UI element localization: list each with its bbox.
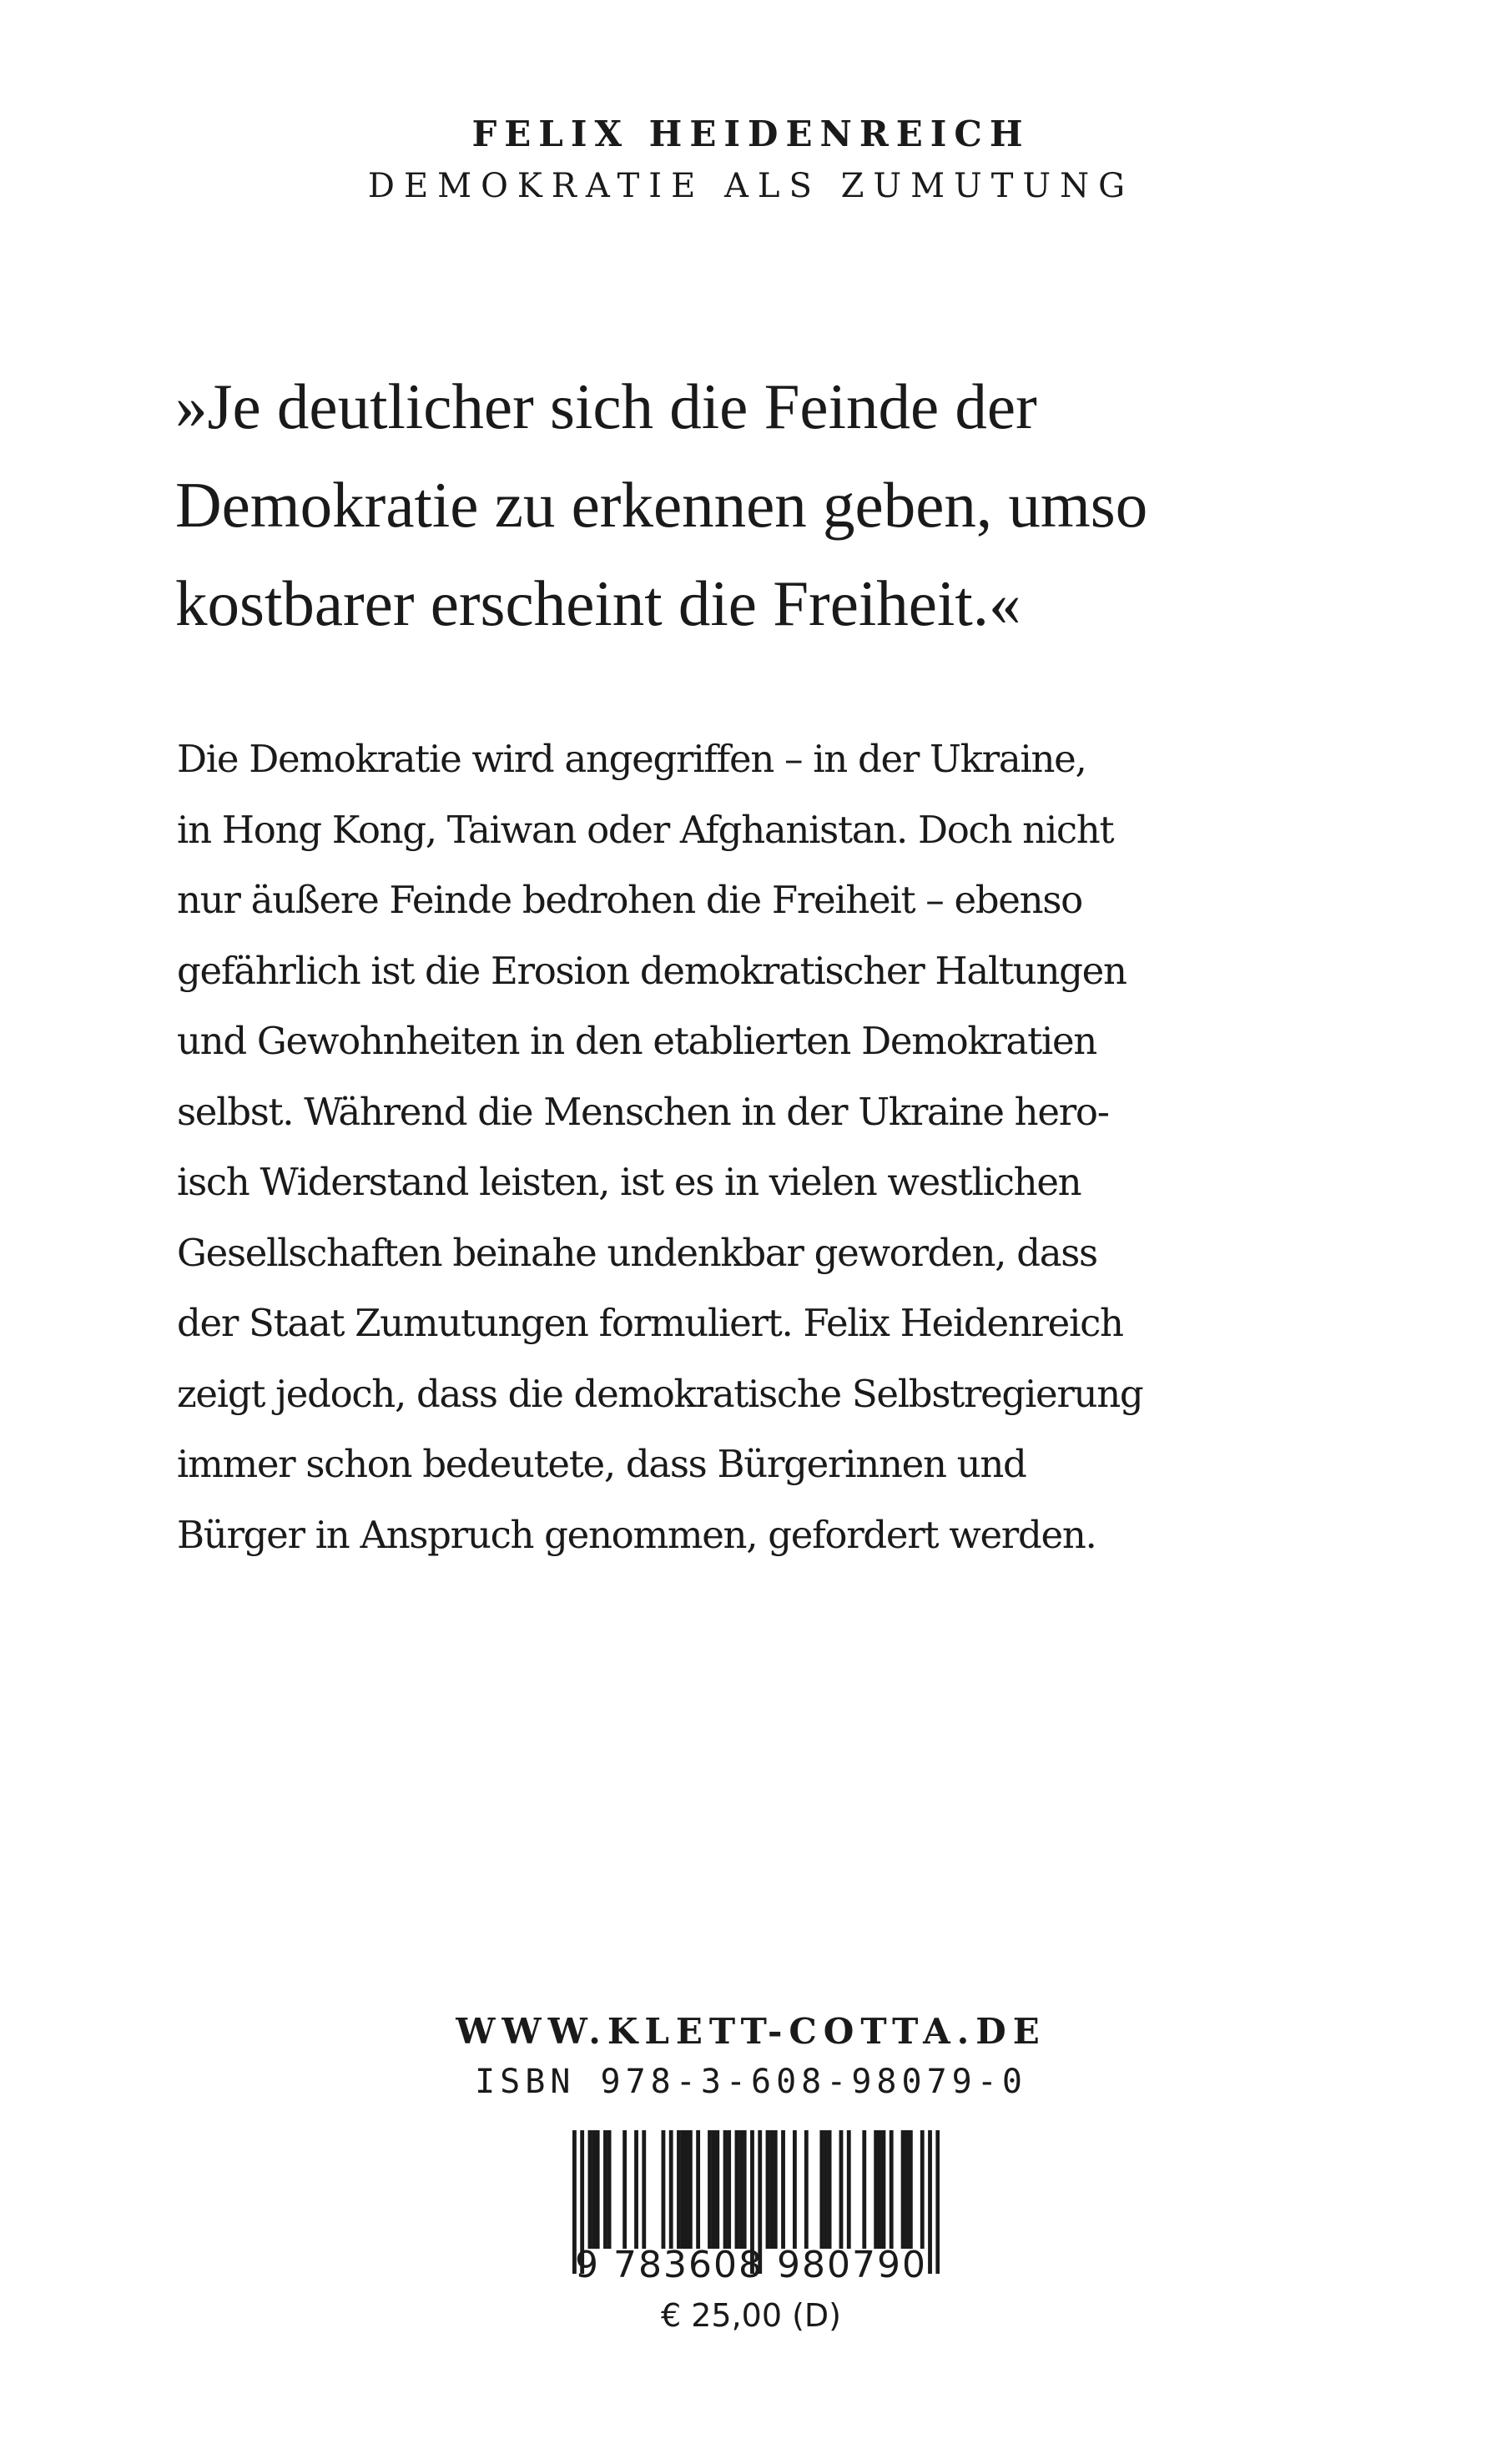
blurb-line: Gesellschaften beinahe undenkbar geworden, dass (177, 1230, 1097, 1275)
barcode-bar (596, 2130, 600, 2249)
isbn-label: ISBN 978-3-608-98079-0 (475, 2063, 1027, 2101)
barcode-bar (677, 2130, 681, 2249)
price-label: € 25,00 (D) (660, 2297, 842, 2334)
barcode-bar (804, 2130, 809, 2249)
barcode-bar (781, 2130, 785, 2249)
quote-line: »Je deutlicher sich die Feinde der (175, 370, 1037, 442)
book-title: DEMOKRATIE ALS ZUMUTUNG (367, 167, 1135, 205)
publisher-footer (0, 2007, 1502, 2107)
cover-header (0, 113, 1502, 209)
barcode-bar (878, 2130, 882, 2249)
blurb-line: Bürger in Anspruch genommen, gefordert werden. (177, 1512, 1096, 1557)
blurb-text (177, 724, 1345, 1570)
barcode-bar (738, 2130, 743, 2249)
barcode-bar (769, 2130, 774, 2249)
barcode-bar (723, 2130, 728, 2249)
barcode-bar (684, 2130, 688, 2249)
barcode-bar (905, 2130, 909, 2249)
barcode-bar (828, 2130, 832, 2249)
blurb-line: in Hong Kong, Taiwan oder Afghanistan. Doch nicht (177, 807, 1114, 852)
barcode-bar (662, 2130, 666, 2249)
barcode-bar (839, 2130, 844, 2249)
barcode-bar (642, 2130, 646, 2249)
barcode-bar (793, 2130, 797, 2249)
blurb-line: selbst. Während die Menschen in der Ukraine hero- (177, 1089, 1109, 1134)
blurb-line: nur äußere Feinde bedrohen die Freiheit – ebenso (177, 878, 1082, 922)
barcode-bar (588, 2130, 592, 2249)
barcode-bar (592, 2130, 596, 2249)
blurb-line: isch Widerstand leisten, ist es in vielen westlichen (177, 1160, 1081, 1204)
barcode-bar (909, 2130, 913, 2249)
blurb-line: immer schon bedeutete, dass Bürgerinnen und (177, 1442, 1026, 1486)
blurb-line: und Gewohnheiten in den etablierten Demokratien (177, 1019, 1096, 1063)
barcode-bar (743, 2130, 747, 2249)
barcode-bar (603, 2130, 607, 2249)
barcode-bar (824, 2130, 828, 2249)
barcode-bar (890, 2130, 894, 2249)
barcode-bar (669, 2130, 673, 2249)
barcode-bar (901, 2130, 905, 2249)
barcode-bar (622, 2130, 627, 2249)
barcode-bar (712, 2130, 716, 2249)
publisher-website: WWW.KLETT-COTTA.DE (456, 2011, 1046, 2052)
blurb-line: gefährlich ist die Erosion demokratischer Haltungen (177, 948, 1126, 993)
barcode-bar (688, 2130, 693, 2249)
barcode-bar (920, 2130, 925, 2249)
barcode-bar (735, 2130, 739, 2249)
barcode-bar (715, 2130, 719, 2249)
barcode-bar (708, 2130, 712, 2249)
barcode-bar (774, 2130, 778, 2249)
barcode-bar (727, 2130, 731, 2249)
barcode-bar (882, 2130, 886, 2249)
barcode-bar (607, 2130, 612, 2249)
author-name: FELIX HEIDENREICH (471, 113, 1031, 154)
blurb-line: Die Demokratie wird angegriffen – in der Ukraine, (177, 737, 1086, 781)
barcode-bar (634, 2130, 638, 2249)
quote-line: kostbarer erscheint die Freiheit.« (175, 567, 1021, 639)
barcode-number: 9 783608 980790 (575, 2244, 927, 2286)
barcode-bar (847, 2130, 851, 2249)
barcode-bar (862, 2130, 866, 2249)
barcode-bar (819, 2130, 824, 2249)
blurb-line: zeigt jedoch, dass die demokratische Selbstregierung (177, 1371, 1143, 1416)
barcode-bar (766, 2130, 770, 2249)
pull-quote (175, 357, 1343, 653)
blurb-line: der Staat Zumutungen formuliert. Felix Heidenreich (177, 1301, 1123, 1345)
barcode-bar (696, 2130, 700, 2249)
barcode-bar (874, 2130, 878, 2249)
barcode-bar (681, 2130, 685, 2249)
quote-line: Demokratie zu erkennen geben, umso (175, 469, 1148, 541)
